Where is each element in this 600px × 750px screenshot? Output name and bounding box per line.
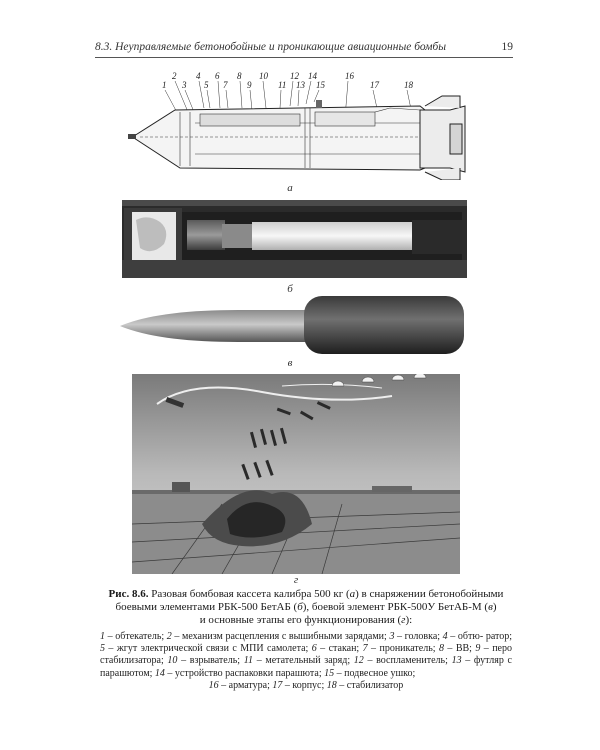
callout-9: 9 xyxy=(247,80,252,90)
running-header xyxy=(95,41,513,53)
callout-11: 11 xyxy=(278,80,287,90)
callout-6: 6 xyxy=(215,71,220,81)
callout-14: 14 xyxy=(308,71,317,81)
callout-16: 16 xyxy=(345,71,354,81)
caption-number: Рис. 8.6. xyxy=(108,588,149,600)
callout-4: 4 xyxy=(196,71,201,81)
callout-8: 8 xyxy=(237,71,242,81)
header-rule xyxy=(95,57,513,58)
figure-a-cassette-drawing xyxy=(120,68,480,180)
figure-g-functioning-stages-illustration xyxy=(132,374,460,574)
figure-v-label: в xyxy=(287,357,293,369)
figure-g-label: г xyxy=(293,574,299,586)
callout-13: 13 xyxy=(296,80,305,90)
figure-v-combat-element xyxy=(118,294,470,356)
callout-18: 18 xyxy=(404,80,413,90)
callout-2: 2 xyxy=(172,71,177,81)
callout-1: 1 xyxy=(162,80,167,90)
page-number: 19 xyxy=(501,41,513,53)
callout-numbers xyxy=(162,71,414,90)
callout-15: 15 xyxy=(316,80,325,90)
figure-a-label: а xyxy=(287,182,293,194)
callout-17: 17 xyxy=(370,80,379,90)
callout-5: 5 xyxy=(204,80,209,90)
callout-3: 3 xyxy=(182,80,187,90)
callout-7: 7 xyxy=(223,80,228,90)
figure-legend: 1 – обтекатель; 2 – механизм расцепления с вышибными зарядами; 3 – головка; 4 – обтю- ратор; 5 – жгут электрической связи с МПИ самолета; 6 – стакан; 7 – проникатель; 8 – ВВ; 9 – перо стабилизатора; 10 – взрыватель; 11 – метательный заряд; 12 – воспламенитель; 13 – футляр с парашютом; 14 – устройство распаковки парашюта; 15 – подвесное ушко; 16 – арматура; 17 – корпус; 18 – стабилизатор xyxy=(100,631,513,691)
section-title: 8.3. Неуправляемые бетонобойные и проникающие авиационные бомбы xyxy=(95,41,447,53)
figure-b-section-photo xyxy=(122,200,467,282)
callout-12: 12 xyxy=(290,71,299,81)
callout-10: 10 xyxy=(259,71,268,81)
figure-caption: Рис. 8.6. Разовая бомбовая кассета калибра 500 кг (а) в снаряжении бетонобойными боевыми элементами РБК-500 БетАБ (б), боевой элемент РБК-500У БетАБ-М (в) и основные этапы его функционирования (г): xyxy=(108,588,504,626)
figure-b-label: б xyxy=(287,283,293,295)
